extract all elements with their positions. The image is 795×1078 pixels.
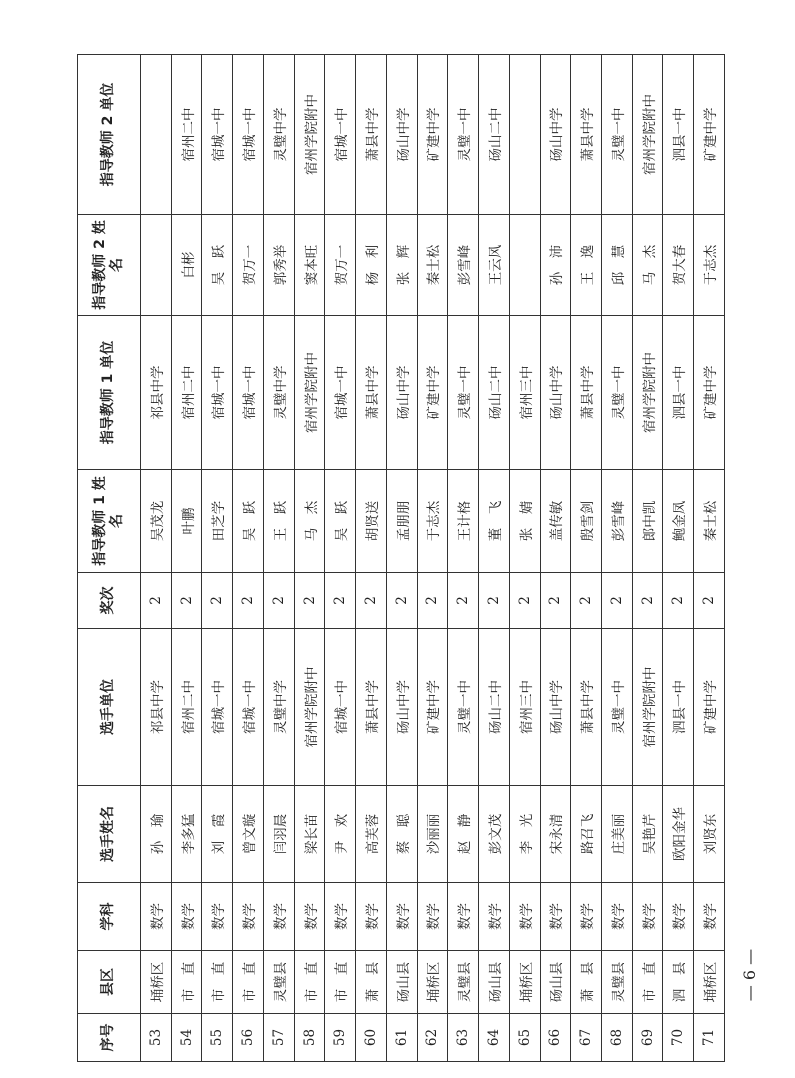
cell-award-rank: 2 [694,573,725,629]
cell-index: 62 [417,1014,448,1062]
cell-subject: 数学 [386,883,417,951]
header-mentor1-name: 指导教师 1 姓名 [78,470,141,573]
cell-county: 市 直 [233,951,264,1014]
cell-subject: 数学 [663,883,694,951]
cell-contestant-unit: 宿城一中 [202,629,233,786]
cell-award-rank: 2 [325,573,356,629]
cell-index: 61 [386,1014,417,1062]
cell-index: 57 [263,1014,294,1062]
cell-award-rank: 2 [294,573,325,629]
cell-index: 64 [479,1014,510,1062]
cell-mentor2-name: 张 辉 [386,215,417,316]
cell-county: 灵璧县 [602,951,633,1014]
cell-contestant-unit: 宿州二中 [171,629,202,786]
cell-mentor1-name: 秦士松 [694,470,725,573]
cell-mentor2-name: 邱 慧 [602,215,633,316]
cell-county: 泗 县 [663,951,694,1014]
cell-award-rank: 2 [602,573,633,629]
cell-contestant-name: 路召飞 [571,786,602,883]
cell-mentor2-unit: 宿城一中 [202,55,233,215]
header-index: 序号 [78,1014,141,1062]
cell-mentor2-name: 贺大春 [663,215,694,316]
cell-mentor1-name: 董 飞 [479,470,510,573]
page-number: — 6 — [740,948,759,1002]
cell-index: 56 [233,1014,264,1062]
cell-mentor2-name: 秦士松 [417,215,448,316]
cell-subject: 数学 [171,883,202,951]
cell-mentor2-unit [141,55,172,215]
cell-index: 55 [202,1014,233,1062]
cell-contestant-unit: 灵璧一中 [602,629,633,786]
cell-mentor2-unit: 矿建中学 [694,55,725,215]
cell-mentor2-name: 贺万一 [325,215,356,316]
cell-contestant-unit: 宿城一中 [325,629,356,786]
table-row [509,55,540,1062]
cell-mentor2-name: 郭秀举 [263,215,294,316]
cell-contestant-name: 高芙蓉 [356,786,387,883]
cell-index: 53 [141,1014,172,1062]
cell-subject: 数学 [602,883,633,951]
cell-contestant-unit: 祁县中学 [141,629,172,786]
cell-subject: 数学 [202,883,233,951]
cell-award-rank: 2 [540,573,571,629]
cell-index: 59 [325,1014,356,1062]
cell-subject: 数学 [479,883,510,951]
header-contestant-name: 选手姓名 [78,786,141,883]
cell-contestant-unit: 灵璧中学 [263,629,294,786]
cell-mentor1-unit: 砀山中学 [386,316,417,470]
table-row [356,55,387,1062]
cell-subject: 数学 [448,883,479,951]
cell-index: 66 [540,1014,571,1062]
cell-index: 65 [509,1014,540,1062]
cell-mentor2-name [509,215,540,316]
cell-county: 萧 县 [571,951,602,1014]
cell-contestant-name: 刘贤东 [694,786,725,883]
table-row [694,55,725,1062]
cell-mentor1-name: 王 跃 [263,470,294,573]
cell-mentor2-unit: 砀山二中 [479,55,510,215]
cell-contestant-name: 彭文茂 [479,786,510,883]
cell-mentor2-name: 贺万一 [233,215,264,316]
cell-contestant-unit: 萧县中学 [571,629,602,786]
cell-mentor1-unit: 萧县中学 [571,316,602,470]
cell-mentor2-name: 马 杰 [632,215,663,316]
header-contestant-unit: 选手单位 [78,629,141,786]
cell-county: 市 直 [632,951,663,1014]
cell-mentor1-name: 田芝学 [202,470,233,573]
cell-mentor2-unit: 泗县一中 [663,55,694,215]
cell-contestant-unit: 萧县中学 [356,629,387,786]
cell-contestant-name: 闫羽晨 [263,786,294,883]
cell-mentor2-name: 王 逸 [571,215,602,316]
cell-mentor1-name: 盖传敏 [540,470,571,573]
cell-subject: 数学 [540,883,571,951]
cell-mentor1-name: 张 婧 [509,470,540,573]
cell-index: 71 [694,1014,725,1062]
cell-mentor2-unit: 砀山中学 [386,55,417,215]
cell-contestant-name: 赵 静 [448,786,479,883]
table-row [448,55,479,1062]
cell-index: 54 [171,1014,202,1062]
cell-index: 67 [571,1014,602,1062]
cell-county: 砀山县 [479,951,510,1014]
table-row [417,55,448,1062]
cell-mentor2-name: 王云风 [479,215,510,316]
cell-mentor1-unit: 宿州三中 [509,316,540,470]
cell-contestant-unit: 砀山中学 [540,629,571,786]
cell-award-rank: 2 [263,573,294,629]
cell-mentor2-unit: 宿州二中 [171,55,202,215]
header-subject: 学科 [78,883,141,951]
cell-award-rank: 2 [202,573,233,629]
cell-county: 市 直 [171,951,202,1014]
cell-mentor1-name: 鲍金凤 [663,470,694,573]
cell-award-rank: 2 [632,573,663,629]
cell-contestant-name: 李多猛 [171,786,202,883]
cell-mentor1-name: 吴 跃 [233,470,264,573]
header-mentor2-unit: 指导教师 2 单位 [78,55,141,215]
cell-county: 埇桥区 [141,951,172,1014]
cell-mentor2-unit: 灵璧中学 [263,55,294,215]
cell-subject: 数学 [356,883,387,951]
cell-mentor1-unit: 砀山中学 [540,316,571,470]
cell-award-rank: 2 [141,573,172,629]
cell-subject: 数学 [632,883,663,951]
cell-contestant-name: 李 光 [509,786,540,883]
cell-mentor2-unit: 灵璧一中 [602,55,633,215]
cell-mentor1-name: 郎中凯 [632,470,663,573]
cell-contestant-unit: 宿州三中 [509,629,540,786]
cell-mentor2-unit: 萧县中学 [356,55,387,215]
table-row [263,55,294,1062]
cell-mentor2-unit: 宿州学院附中 [294,55,325,215]
cell-mentor2-name: 于志杰 [694,215,725,316]
cell-mentor1-unit: 砀山二中 [479,316,510,470]
cell-index: 58 [294,1014,325,1062]
header-award-rank: 奖次 [78,573,141,629]
cell-county: 市 直 [294,951,325,1014]
cell-mentor1-name: 马 杰 [294,470,325,573]
cell-mentor2-name [141,215,172,316]
cell-subject: 数学 [694,883,725,951]
cell-mentor1-unit: 宿州学院附中 [294,316,325,470]
table-row [540,55,571,1062]
cell-mentor1-name: 彭雪峰 [602,470,633,573]
award-table [77,54,725,1062]
table-row [294,55,325,1062]
cell-county: 灵璧县 [448,951,479,1014]
cell-mentor2-name: 彭雪峰 [448,215,479,316]
cell-mentor2-unit: 矿建中学 [417,55,448,215]
cell-mentor2-name: 白彬 [171,215,202,316]
cell-mentor1-name: 殷雪剑 [571,470,602,573]
cell-index: 69 [632,1014,663,1062]
cell-mentor1-name: 胡贤送 [356,470,387,573]
cell-mentor1-unit: 宿州二中 [171,316,202,470]
cell-mentor1-name: 孟朋朋 [386,470,417,573]
cell-mentor1-unit: 萧县中学 [356,316,387,470]
cell-mentor2-name: 孙 沛 [540,215,571,316]
cell-mentor1-unit: 祁县中学 [141,316,172,470]
cell-contestant-unit: 砀山二中 [479,629,510,786]
cell-contestant-name: 曾文璇 [233,786,264,883]
cell-mentor2-unit: 萧县中学 [571,55,602,215]
cell-mentor1-unit: 矿建中学 [694,316,725,470]
cell-mentor2-unit: 砀山中学 [540,55,571,215]
cell-subject: 数学 [263,883,294,951]
cell-contestant-unit: 砀山中学 [386,629,417,786]
cell-contestant-unit: 宿州学院附中 [294,629,325,786]
cell-award-rank: 2 [663,573,694,629]
cell-contestant-name: 蔡 聪 [386,786,417,883]
cell-mentor2-unit: 宿城一中 [233,55,264,215]
table-row [233,55,264,1062]
cell-index: 63 [448,1014,479,1062]
cell-contestant-name: 宋永清 [540,786,571,883]
cell-award-rank: 2 [479,573,510,629]
cell-mentor1-unit: 矿建中学 [417,316,448,470]
cell-award-rank: 2 [417,573,448,629]
cell-mentor1-unit: 灵璧一中 [448,316,479,470]
cell-subject: 数学 [294,883,325,951]
cell-mentor1-unit: 宿州学院附中 [632,316,663,470]
cell-mentor1-unit: 宿城一中 [233,316,264,470]
cell-subject: 数学 [325,883,356,951]
cell-subject: 数学 [509,883,540,951]
cell-award-rank: 2 [448,573,479,629]
cell-index: 68 [602,1014,633,1062]
cell-county: 砀山县 [386,951,417,1014]
table-row [632,55,663,1062]
cell-mentor1-unit: 宿城一中 [325,316,356,470]
cell-mentor1-name: 吴 跃 [325,470,356,573]
table-body [141,55,725,1062]
cell-county: 灵璧县 [263,951,294,1014]
cell-contestant-name: 尹 欢 [325,786,356,883]
cell-mentor1-unit: 灵璧中学 [263,316,294,470]
cell-mentor2-name: 吴 跃 [202,215,233,316]
cell-mentor1-unit: 宿城一中 [202,316,233,470]
cell-index: 70 [663,1014,694,1062]
cell-mentor1-name: 叶鹏 [171,470,202,573]
cell-index: 60 [356,1014,387,1062]
cell-mentor2-unit: 灵璧一中 [448,55,479,215]
cell-subject: 数学 [141,883,172,951]
cell-mentor2-unit: 宿城一中 [325,55,356,215]
cell-mentor1-name: 王计格 [448,470,479,573]
table-row [663,55,694,1062]
cell-award-rank: 2 [233,573,264,629]
cell-contestant-unit: 矿建中学 [694,629,725,786]
table-row [325,55,356,1062]
cell-county: 市 直 [202,951,233,1014]
table-row [479,55,510,1062]
table-row [171,55,202,1062]
table-row [386,55,417,1062]
cell-county: 市 直 [325,951,356,1014]
cell-contestant-unit: 宿州学院附中 [632,629,663,786]
cell-contestant-name: 梁长苗 [294,786,325,883]
cell-award-rank: 2 [571,573,602,629]
cell-contestant-name: 刘 霞 [202,786,233,883]
cell-contestant-unit: 灵璧一中 [448,629,479,786]
header-mentor1-unit: 指导教师 1 单位 [78,316,141,470]
cell-contestant-unit: 宿城一中 [233,629,264,786]
cell-contestant-unit: 泗县一中 [663,629,694,786]
cell-mentor2-unit [509,55,540,215]
cell-mentor1-name: 于志杰 [417,470,448,573]
cell-mentor2-name: 窦本旺 [294,215,325,316]
cell-contestant-name: 沙丽丽 [417,786,448,883]
cell-contestant-name: 孙 瑜 [141,786,172,883]
cell-county: 砀山县 [540,951,571,1014]
cell-award-rank: 2 [171,573,202,629]
table-row [141,55,172,1062]
table-header-row [78,55,141,1062]
table-row [602,55,633,1062]
cell-subject: 数学 [233,883,264,951]
cell-contestant-unit: 矿建中学 [417,629,448,786]
table-row [202,55,233,1062]
cell-contestant-name: 庄美丽 [602,786,633,883]
cell-award-rank: 2 [509,573,540,629]
award-table-page [77,55,725,1062]
header-mentor2-name: 指导教师 2 姓名 [78,215,141,316]
cell-mentor1-unit: 灵璧一中 [602,316,633,470]
cell-county: 埇桥区 [694,951,725,1014]
cell-contestant-name: 吴艳芹 [632,786,663,883]
cell-mentor2-name: 杨 利 [356,215,387,316]
cell-contestant-name: 欧阳金华 [663,786,694,883]
cell-county: 萧 县 [356,951,387,1014]
header-county: 县区 [78,951,141,1014]
cell-mentor1-name: 吴茂龙 [141,470,172,573]
cell-award-rank: 2 [356,573,387,629]
table-row [571,55,602,1062]
cell-subject: 数学 [417,883,448,951]
cell-county: 埇桥区 [417,951,448,1014]
cell-award-rank: 2 [386,573,417,629]
cell-county: 埇桥区 [509,951,540,1014]
cell-subject: 数学 [571,883,602,951]
cell-mentor2-unit: 宿州学院附中 [632,55,663,215]
cell-mentor1-unit: 泗县一中 [663,316,694,470]
